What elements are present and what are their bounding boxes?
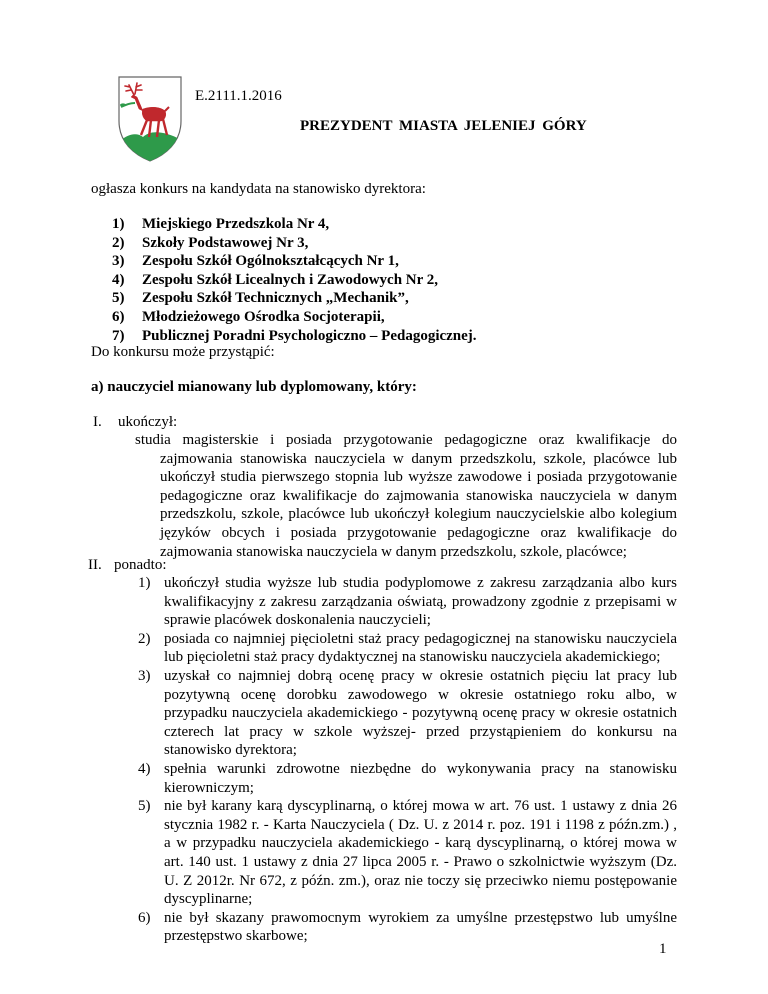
list-item-number: 3): [112, 253, 125, 270]
list-item: [138, 797, 677, 909]
list-item-number: 4): [112, 271, 125, 288]
requirements-list: [138, 574, 677, 946]
list-item-text: ukończył studia wyższe lub studia podyplomowe z zakresu zarządzania albo kurs kwalifikacyjny z zakresu zarządzania oświatą, prowadzony zgodnie z przepisami w sprawie placówek doskonalenia nauczycieli;: [164, 575, 677, 629]
list-item-number: 2): [112, 234, 125, 251]
list-item-text: spełnia warunki zdrowotne niezbędne do wykonywania pracy na stanowisku kierowniczym;: [164, 760, 677, 796]
list-item: [112, 289, 477, 308]
part-one-paragraph: studia magisterskie i posiada przygotowanie pedagogiczne oraz kwalifikacje do zajmowania stanowiska nauczyciela w danym przedszkolu, szkole, placówce lub ukończył studia pierwszego stopnia lub wyższe zawodowe i posiada przygotowanie pedagogiczne oraz kwalifikacje do zajmowania stanowiska nauczyciela w danym przedszkolu, szkole, placówce lub ukończył kolegium nauczycielskie albo kolegium języków obcych i posiada przygotowanie pedagogiczne oraz kwalifikacje do zajmowania stanowiska nauczyciela w danym przedszkolu, szkole, placówce;: [135, 432, 677, 560]
list-item-text: uzyskał co najmniej dobrą ocenę pracy w okresie ostatnich pięciu lat pracy lub pozytywną ocenę dorobku zawodowego w okresie ostatniego roku albo, w przypadku nauczyciela akademickiego - pozytywną ocenę pracy w okresie ostatnich czterech lat pracy w szkole wyższej- przed przystąpieniem do konkursu na stanowisko dyrektora;: [164, 667, 677, 759]
list-item-number: 5): [138, 798, 151, 815]
list-item: [138, 667, 677, 760]
list-item-number: 5): [112, 290, 125, 307]
part-one-title: ukończył:: [118, 414, 178, 430]
list-item: [112, 234, 477, 253]
list-item: [138, 574, 677, 630]
list-item-label: Szkoły Podstawowej Nr 3,: [142, 234, 309, 251]
part-one-numeral: I.: [93, 414, 102, 430]
part-two-label: [88, 556, 167, 575]
list-item: [112, 271, 477, 290]
deer-coat-of-arms-icon: [113, 73, 187, 163]
list-item-label: Zespołu Szkół Technicznych „Mechanik”,: [142, 290, 409, 307]
part-one-body: [135, 431, 677, 561]
section-heading: a) nauczyciel mianowany lub dyplomowany, który:: [91, 379, 417, 395]
document-number: E.2111.1.2016: [195, 88, 282, 104]
list-item-label: Młodzieżowego Ośrodka Socjoterapii,: [142, 308, 385, 325]
list-item-label: Zespołu Szkół Licealnych i Zawodowych Nr 2,: [142, 271, 439, 288]
intro-text: ogłasza konkurs na kandydata na stanowisko dyrektora:: [91, 181, 426, 197]
list-item-number: 1): [138, 575, 151, 591]
list-item-text: nie był karany karą dyscyplinarną, o której mowa w art. 76 ust. 1 ustawy z dnia 26 stycznia 1982 r. - Karta Nauczyciela ( Dz. U. z 2014 r. poz. 191 i 1198 z późn.zm.) , a w przypadku nauczyciela akademickiego - karą dyscyplinarną, o której mowa w art. 140 ust. 1 ustawy z dnia 27 lipca 2005 r. - Prawo o szkolnictwie wyższym (Dz. U. Z 2012r. Nr 672, z późn. zm.), oraz nie toczy się przeciwko niemu postępowanie dyscyplinarne;: [164, 798, 677, 908]
list-item-number: 6): [138, 909, 151, 926]
list-item-label: Publicznej Poradni Psychologiczno – Pedagogicznej.: [142, 327, 477, 344]
lead-text: Do konkursu może przystąpić:: [91, 344, 275, 360]
list-item: [112, 308, 477, 327]
list-item-text: nie był skazany prawomocnym wyrokiem za umyślne przestępstwo lub umyślne przestępstwo skarbowe;: [164, 909, 677, 945]
part-two-numeral: II.: [88, 557, 102, 573]
list-item: [138, 630, 677, 667]
school-list: [112, 215, 477, 345]
part-two-title: ponadto:: [114, 557, 167, 573]
list-item-number: 7): [112, 327, 125, 344]
list-item-number: 3): [138, 667, 151, 684]
list-item-text: posiada co najmniej pięcioletni staż pracy pedagogicznej na stanowisku nauczyciela lub pięcioletni staż pracy dydaktycznej na stanowisku nauczyciela akademickiego;: [164, 630, 677, 666]
list-item-label: Miejskiego Przedszkola Nr 4,: [142, 216, 330, 232]
list-item-number: 1): [112, 216, 125, 232]
list-item-number: 6): [112, 308, 125, 325]
list-item-label: Zespołu Szkół Ogólnokształcących Nr 1,: [142, 253, 399, 270]
list-item: [112, 252, 477, 271]
list-item-number: 2): [138, 630, 151, 647]
list-item: [138, 760, 677, 797]
page-number: 1: [659, 941, 667, 957]
list-item: [112, 215, 477, 234]
page-title: PREZYDENT MIASTA JELENIEJ GÓRY: [300, 118, 587, 134]
part-one-label: [91, 413, 177, 432]
list-item: [138, 909, 677, 946]
list-item-number: 4): [138, 760, 151, 777]
